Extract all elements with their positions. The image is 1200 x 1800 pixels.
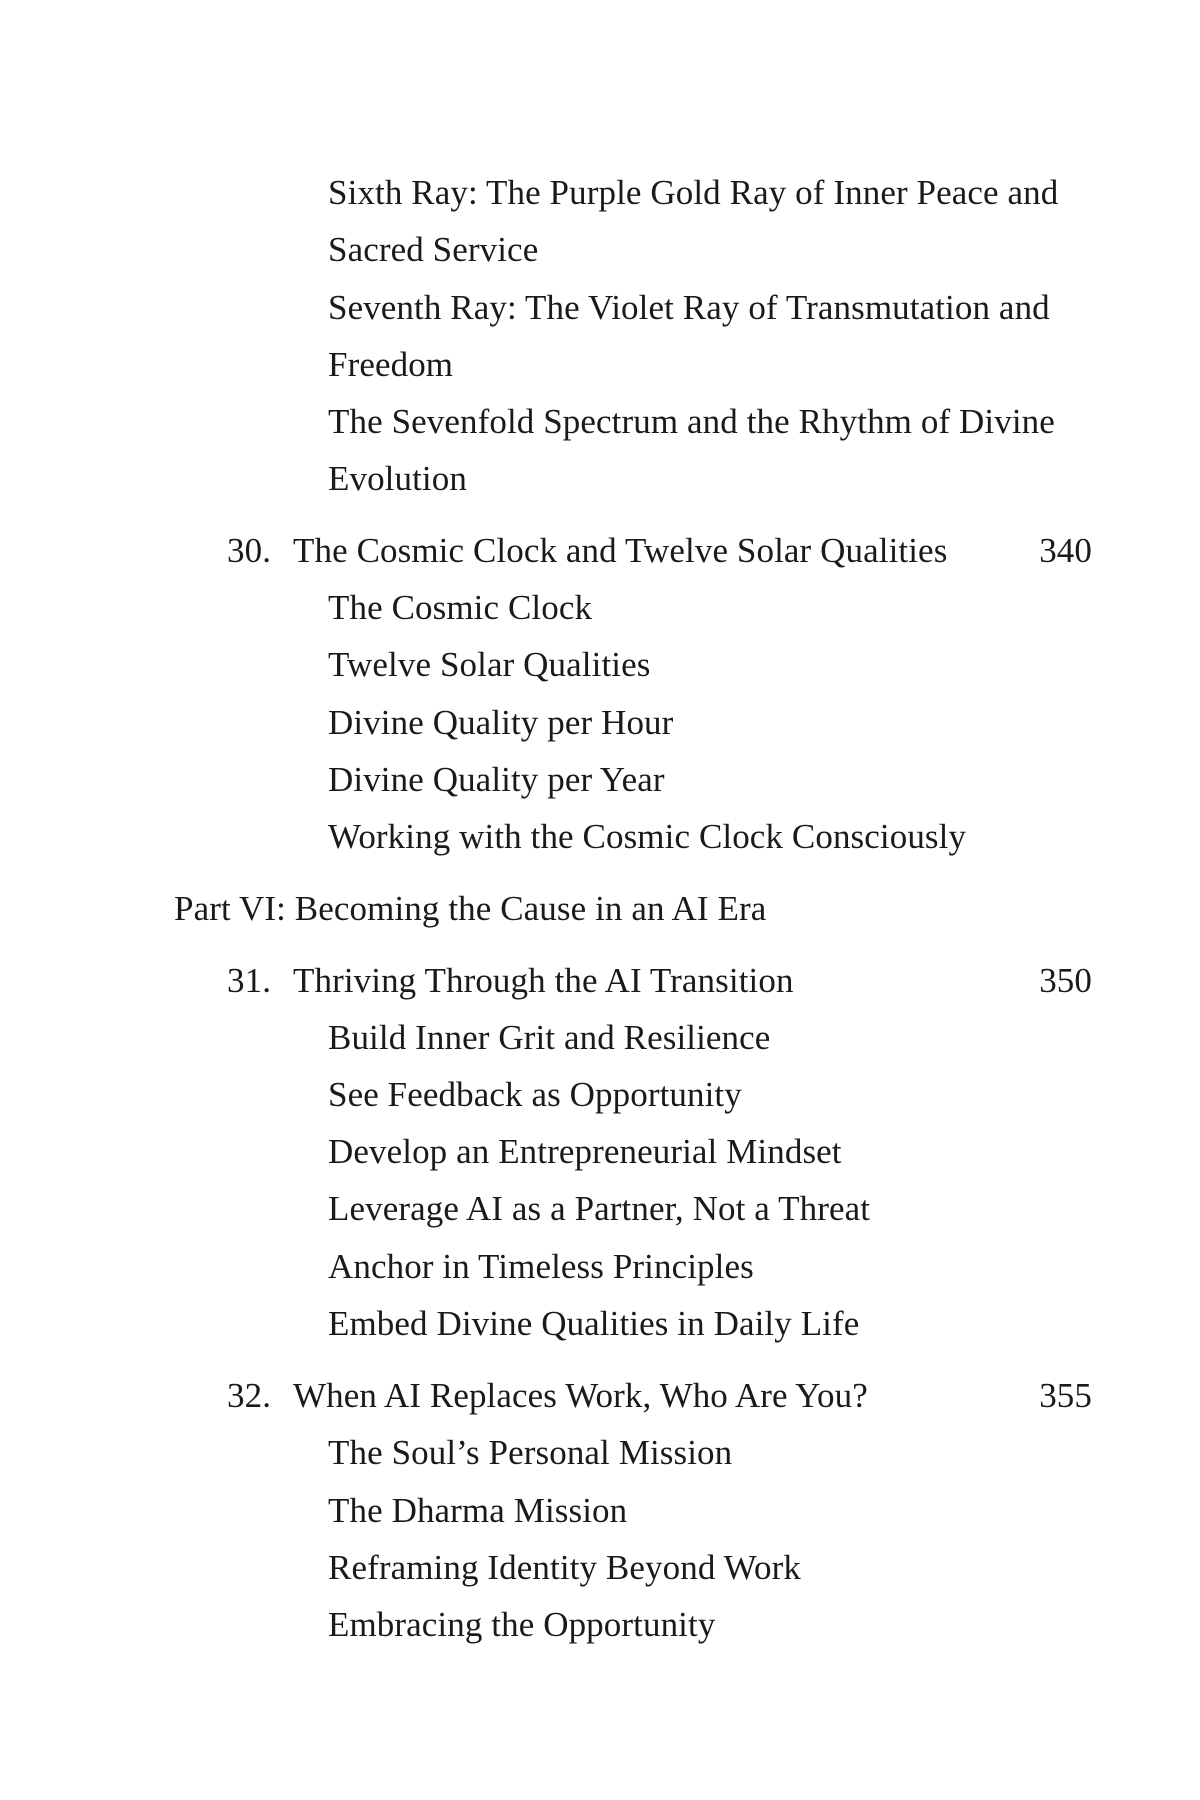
chapter-title: When AI Replaces Work, Who Are You?	[293, 1376, 868, 1415]
toc-subsection: Anchor in Timeless Principles	[328, 1247, 754, 1286]
toc-subsection: Divine Quality per Year	[328, 760, 665, 799]
chapter-page-number: 350	[1039, 961, 1092, 1000]
toc-subsection: Twelve Solar Qualities	[328, 645, 651, 684]
chapter-title: Thriving Through the AI Transition	[293, 961, 794, 1000]
chapter-title: The Cosmic Clock and Twelve Solar Qualities	[293, 531, 948, 570]
chapter-number: 31.	[227, 961, 272, 1000]
toc-subsection: See Feedback as Opportunity	[328, 1075, 742, 1114]
toc-subsection: Embracing the Opportunity	[328, 1605, 716, 1644]
toc-subsection: Reframing Identity Beyond Work	[328, 1548, 801, 1587]
chapter-page-number: 355	[1039, 1376, 1092, 1415]
toc-subsection: Working with the Cosmic Clock Consciously	[328, 817, 967, 856]
toc-subsection: The Soul’s Personal Mission	[328, 1433, 733, 1472]
toc-subsection: Sacred Service	[328, 230, 539, 269]
part-title: Part VI: Becoming the Cause in an AI Era	[174, 889, 767, 928]
toc-subsection: The Cosmic Clock	[328, 588, 593, 627]
toc-subsection: The Dharma Mission	[328, 1491, 628, 1530]
chapter-number: 30.	[227, 531, 272, 570]
chapter-page-number: 340	[1039, 531, 1092, 570]
toc-subsection: Divine Quality per Hour	[328, 703, 674, 742]
toc-subsection: Leverage AI as a Partner, Not a Threat	[328, 1189, 871, 1228]
toc-subsection: Embed Divine Qualities in Daily Life	[328, 1304, 860, 1343]
toc-subsection: Develop an Entrepreneurial Mindset	[328, 1132, 842, 1171]
toc-subsection: Evolution	[328, 459, 467, 498]
toc-subsection: Sixth Ray: The Purple Gold Ray of Inner Peace and	[328, 173, 1059, 212]
toc-subsection: Freedom	[328, 345, 454, 384]
toc-subsection: Seventh Ray: The Violet Ray of Transmutation and	[328, 288, 1050, 327]
toc-subsection: Build Inner Grit and Resilience	[328, 1018, 771, 1057]
chapter-number: 32.	[227, 1376, 272, 1415]
toc-subsection: The Sevenfold Spectrum and the Rhythm of Divine	[328, 402, 1055, 441]
